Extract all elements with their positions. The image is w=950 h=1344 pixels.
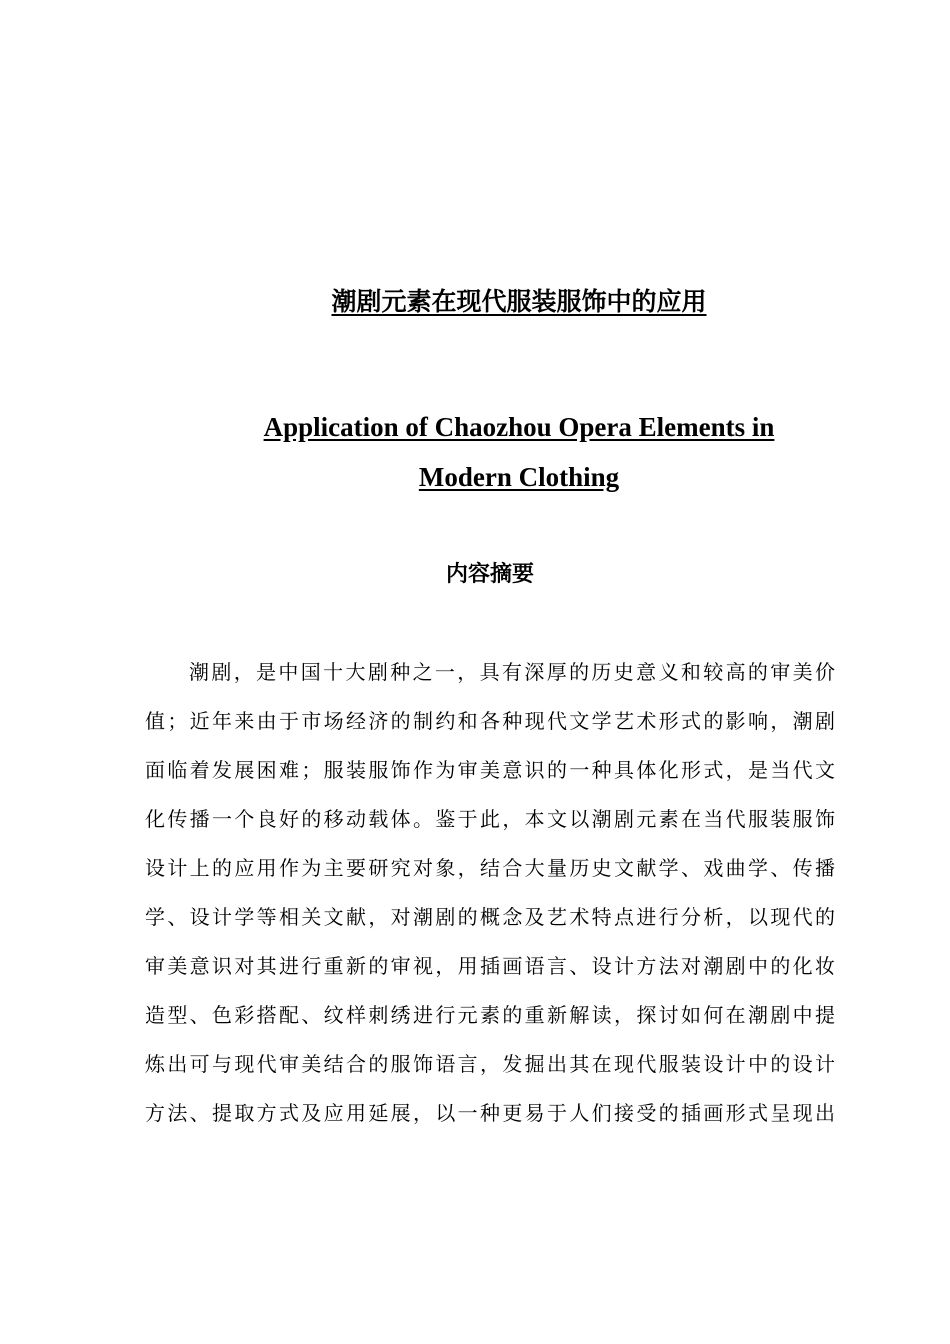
abstract-line: 值；近年来由于市场经济的制约和各种现代文学艺术形式的影响，潮剧 [145, 709, 835, 733]
abstract-line: 设计上的应用作为主要研究对象，结合大量历史文献学、戏曲学、传播 [145, 856, 835, 880]
english-title-line-1: Application of Chaozhou Opera Elements in [263, 412, 775, 442]
abstract-line: 造型、色彩搭配、纹样刺绣进行元素的重新解读，探讨如何在潮剧中提 [145, 1003, 835, 1027]
abstract-line: 学、设计学等相关文献，对潮剧的概念及艺术特点进行分析，以现代的 [145, 905, 835, 929]
chinese-title: 潮剧元素在现代服装服饰中的应用 [331, 287, 707, 316]
abstract-line: 化传播一个良好的移动载体。鉴于此，本文以潮剧元素在当代服装服饰 [145, 807, 835, 831]
english-title-line-2: Modern Clothing [418, 462, 620, 492]
english-title [0, 402, 950, 502]
abstract-line: 方法、提取方式及应用延展，以一种更易于人们接受的插画形式呈现出 [145, 1101, 835, 1125]
abstract-body [145, 648, 835, 1138]
abstract-line: 炼出可与现代审美结合的服饰语言，发掘出其在现代服装设计中的设计 [145, 1052, 835, 1076]
abstract-line: 审美意识对其进行重新的审视，用插画语言、设计方法对潮剧中的化妆 [145, 954, 835, 978]
abstract-line: 潮剧，是中国十大剧种之一，具有深厚的历史意义和较高的审美价 [189, 660, 835, 684]
abstract-heading: 内容摘要 [445, 562, 534, 587]
abstract-line: 面临着发展困难；服装服饰作为审美意识的一种具体化形式，是当代文 [145, 758, 835, 782]
